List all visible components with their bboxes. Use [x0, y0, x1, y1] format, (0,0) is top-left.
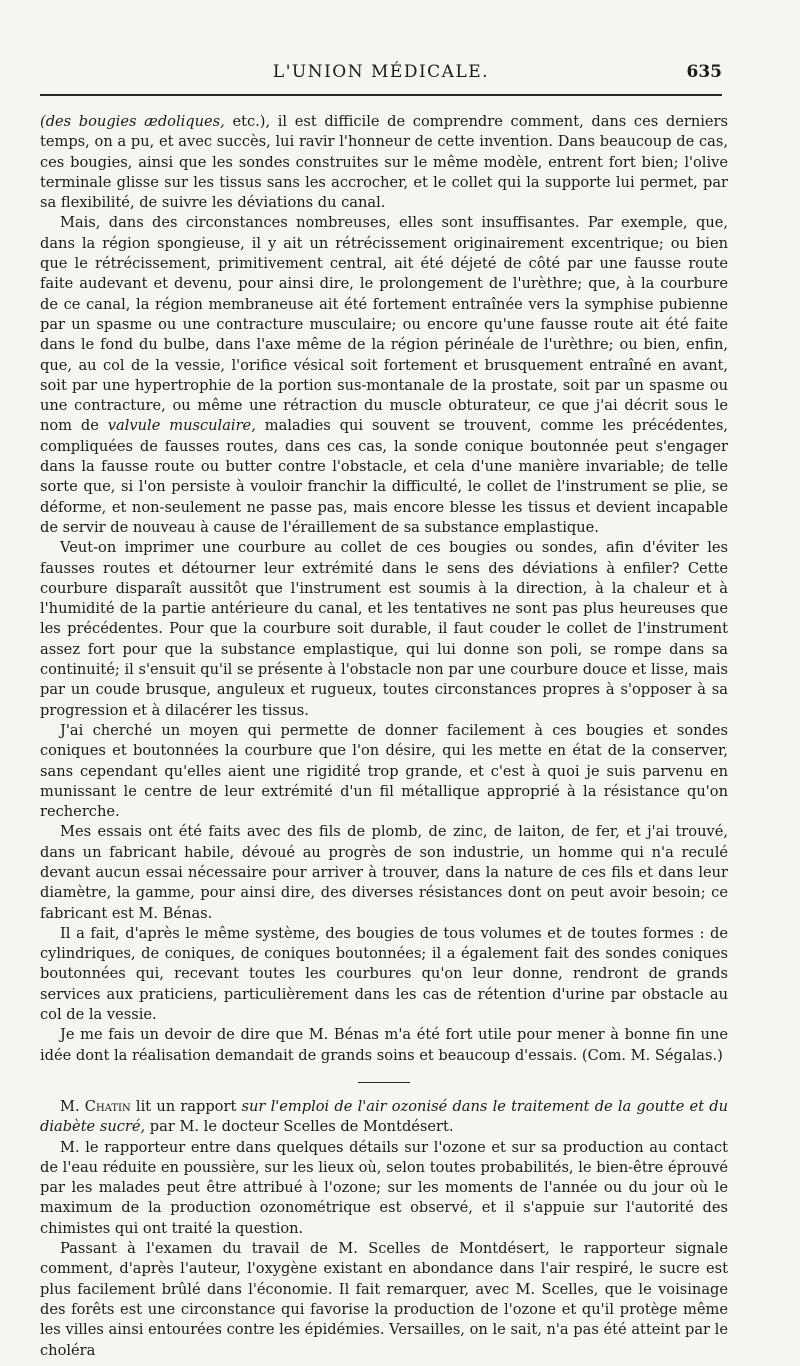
header-rule: [40, 94, 722, 96]
paragraph-5: [40, 822, 728, 923]
paragraph-3: [40, 538, 728, 721]
paragraph-text: M. le rapporteur entre dans quelques détails sur l'ozone et sur sa production au contact de l'eau réduite en poussière, sur les lieux où, selon toutes probabilités, le bien-être éprouvé par les malades peut être attribué à l'ozone; sur les moments de l'année ou du jour où le maximum de la production ozonométrique est observé, et il s'appuie sur l'autorité des chimistes qui ont traité la question.: [40, 1138, 728, 1237]
report-paragraph-2: [40, 1239, 728, 1361]
report-heading: [40, 1097, 728, 1138]
paragraph-1: [40, 112, 728, 213]
paragraph-text: J'ai cherché un moyen qui permette de donner facilement à ces bougies et sondes coniques et boutonnées la courbure que l'on désire, qui les mette en état de la conserver, sans cependant qu'elles aient une rigidité trop grande, et c'est à quoi je suis parvenu en munissant le centre de leur extrémité d'un fil métallique approprié à la résistance qu'on recherche.: [40, 721, 728, 821]
running-title: L'UNION MÉDICALE.: [272, 62, 490, 82]
paragraph-text: Veut-on imprimer une courbure au collet de ces bougies ou sondes, afin d'éviter les fausses routes et détourner leur extrémité dans le sens des déviations à enfiler? Cette courbure disparaît aussitôt que l'instrument est soumis à la direction, à la chaleur et à l'humidité de la partie antérieure du canal, et les tentatives ne sont pas plus heureuses que les précédentes. Pour que la courbure soit durable, il faut couder le collet de l'instrument assez fort pour que la substance emplastique, qui lui donne son poli, se rompe dans sa continuité; il s'ensuit qu'il se présente à l'obstacle non par une courbure douce et lisse, mais par un coude brusque, anguleux et rugueux, toutes circonstances propres à s'opposer à sa progression et à dilacérer les tissus.: [40, 539, 728, 719]
paragraph-text: maladies qui souvent se trouvent, comme les précédentes, compliquées de fausses routes, dans ces cas, la sonde conique boutonnée peut s'engager dans la fausse route ou butter contre l'obstacle, et cela d'une manière invariable; de telle sorte que, si l'on persiste à vouloir franchir la difficulté, le collet de l'instrument se plie, se déforme, et non-seulement ne passe pas, mais encore blesse les tissus et devient incapable de servir de nouveau à cause de l'éraillement de sa substance emplastique.: [40, 417, 729, 536]
page-header: [40, 58, 722, 98]
paragraph-6: [40, 924, 728, 1025]
page-number: 635: [686, 62, 722, 82]
paragraph-text: Mais, dans des circonstances nombreuses, elles sont insuffisantes. Par exemple, que, dans la région spongieuse, il y ait un rétrécissement originairement excentrique; ou bien que le rétrécissement, primitivement central, ait été déjeté de côté par une fausse route faite audevant et devenu, pour ainsi dire, le prolongement de l'urèthre; que, à la courbure de ce canal, la région membraneuse ait été fortement entraînée vers la symphise pubienne par un spasme ou une contracture musculaire; ou encore qu'une fausse route ait été faite dans le fond du bulbe, dans l'axe même de la région périnéale de l'urèthre; ou bien, enfin, que, au col de la vessie, l'orifice vésical soit fortement et brusquement entraîné en avant, soit par une hypertrophie de la portion sus-montanale de la prostate, soit par un spasme ou une contracture, ou même une rétraction du muscle obturateur, ce que j'ai décrit sous le nom de: [40, 214, 728, 435]
speaker-prefix: M.: [60, 1097, 80, 1115]
report-title: sur l'emploi de l'air ozonisé dans le traitement de la goutte et du diabète sucré,: [40, 1097, 728, 1136]
paragraph-7: [40, 1025, 728, 1066]
speaker-name: Chatin: [84, 1097, 131, 1115]
paragraph-2: [40, 213, 728, 538]
paragraph-text: etc.), il est difficile de comprendre comment, dans ces derniers temps, on a pu, et avec succès, lui ravir l'honneur de cette invention. Dans beaucoup de cas, ces bougies, ainsi que les sondes construites sur le même modèle, entrent fort bien; l'olive terminale glisse sur les tissus sans les accrocher, et le collet qui la supporte lui permet, par sa flexibilité, de suivre les déviations du canal.: [40, 113, 728, 212]
section-separator: [358, 1082, 410, 1083]
article-body: [40, 112, 728, 1361]
paragraph-text: Mes essais ont été faits avec des fils de plomb, de zinc, de laiton, de fer, et j'ai trouvé, dans un fabricant habile, dévoué au progrès de son industrie, un homme qui n'a reculé devant aucun essai nécessaire pour arriver à trouver, dans la nature de ces fils et dans leur diamètre, la gamme, pour ainsi dire, des diverses résistances dont on peut avoir besoin; ce fabricant est M. Bénas.: [40, 823, 728, 922]
italic-lead: (des bougies ædoliques,: [40, 113, 225, 130]
report-paragraph-1: [40, 1138, 728, 1239]
paragraph-4: [40, 721, 728, 822]
report-author: par M. le docteur Scelles de Montdésert.: [145, 1118, 454, 1136]
italic-term: valvule musculaire,: [107, 417, 256, 435]
paragraph-text: Je me fais un devoir de dire que M. Bénas m'a été fort utile pour mener à bonne fin une idée dont la réalisation demandait de grands soins et beaucoup d'essais. (Com. M. Ségalas.): [40, 1026, 728, 1064]
paragraph-text: Il a fait, d'après le même système, des bougies de tous volumes et de toutes formes : de cylindriques, de coniques, de coniques boutonnées; il a également fait des sondes coniques boutonnées qui, recevant toutes les courbures qu'on leur donne, rendront de grands services aux praticiens, particulièrement dans les cas de rétention d'urine par obstacle au col de la vessie.: [40, 924, 728, 1024]
report-verb: lit un rapport: [130, 1097, 242, 1115]
paragraph-text: Passant à l'examen du travail de M. Scelles de Montdésert, le rapporteur signale comment, d'après l'auteur, l'oxygène existant en abondance dans l'air respiré, le sucre est plus facilement brûlé dans l'économie. Il fait remarquer, avec M. Scelles, que le voisinage des forêts est une circonstance qui favorise la production de l'ozone et qu'il protège même les villes ainsi entourées contre les épidémies. Versailles, on le sait, n'a pas été atteint par le choléra: [40, 1240, 728, 1359]
